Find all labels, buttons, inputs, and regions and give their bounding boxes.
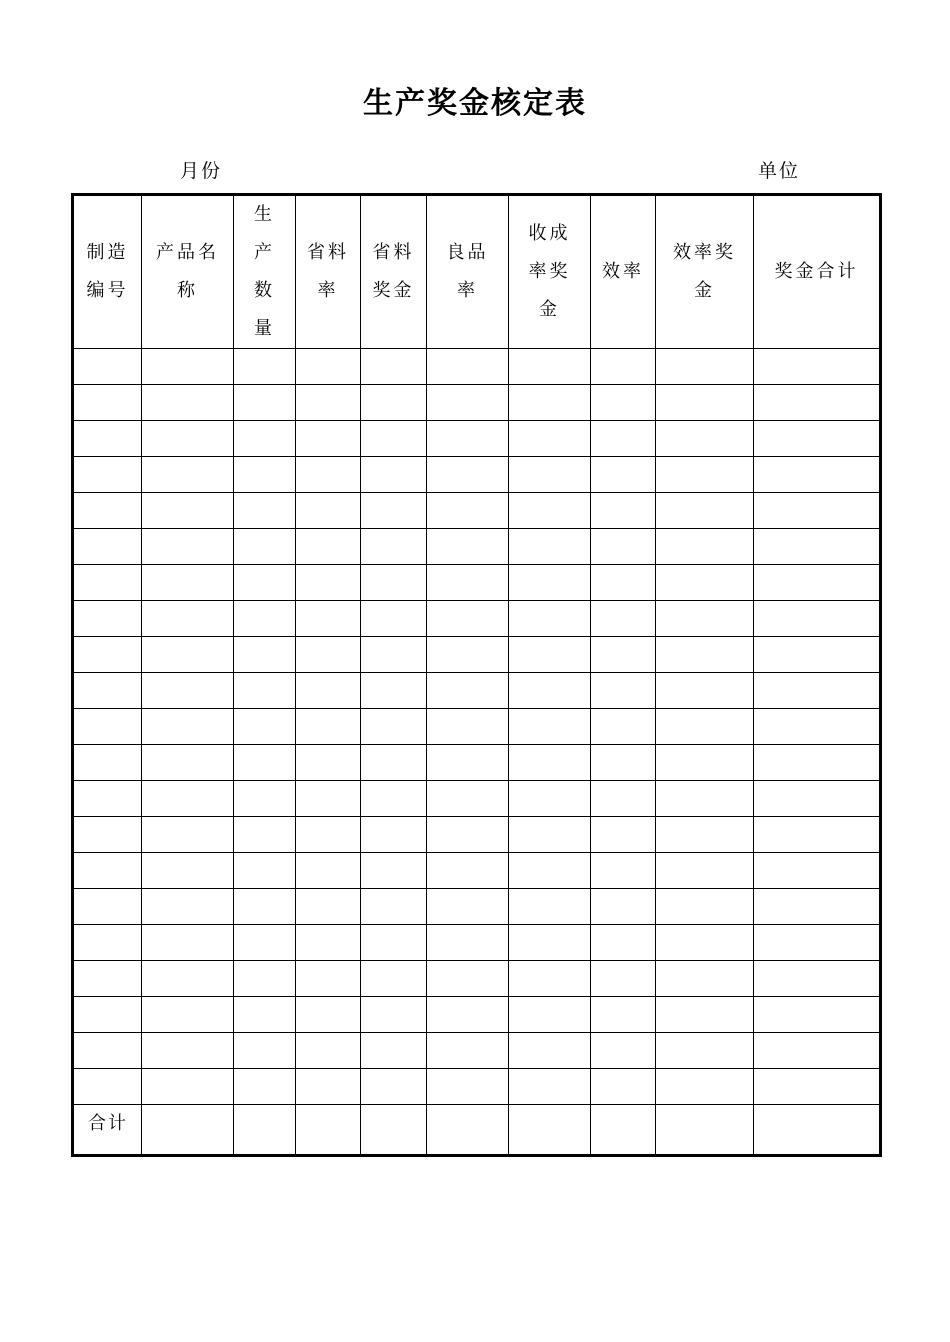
table-cell — [656, 601, 754, 637]
table-row — [73, 457, 881, 493]
table-cell — [591, 637, 656, 673]
table-cell — [234, 493, 296, 529]
table-cell — [234, 1033, 296, 1069]
table-cell — [361, 853, 427, 889]
total-cell — [234, 1105, 296, 1156]
table-cell — [73, 673, 142, 709]
table-cell — [656, 493, 754, 529]
table-cell — [73, 1069, 142, 1105]
table-cell — [591, 1033, 656, 1069]
table-cell — [296, 673, 361, 709]
table-row — [73, 565, 881, 601]
table-row — [73, 781, 881, 817]
table-row — [73, 673, 881, 709]
table-cell — [754, 457, 881, 493]
table-cell — [509, 565, 591, 601]
table-cell — [296, 529, 361, 565]
header-label: 奖金合计 — [774, 261, 859, 282]
table-cell — [142, 817, 234, 853]
table-cell — [427, 1033, 509, 1069]
table-cell — [591, 457, 656, 493]
table-row — [73, 385, 881, 421]
table-row — [73, 889, 881, 925]
table-cell — [73, 961, 142, 997]
table-cell — [509, 961, 591, 997]
table-cell — [656, 529, 754, 565]
total-cell — [754, 1105, 881, 1156]
header-label: 良品率 — [446, 242, 489, 301]
unit-label: 单位 — [758, 160, 801, 182]
table-cell — [754, 421, 881, 457]
table-cell — [509, 673, 591, 709]
table-cell — [234, 889, 296, 925]
table-cell — [361, 745, 427, 781]
table-cell — [142, 709, 234, 745]
table-cell — [361, 493, 427, 529]
header-mfg-no — [73, 195, 142, 349]
table-cell — [73, 1033, 142, 1069]
table-cell — [234, 385, 296, 421]
table-cell — [234, 565, 296, 601]
table-cell — [361, 961, 427, 997]
table-cell — [591, 889, 656, 925]
table-cell — [234, 709, 296, 745]
table-cell — [591, 709, 656, 745]
table-cell — [296, 961, 361, 997]
table-cell — [234, 349, 296, 385]
header-product-name — [142, 195, 234, 349]
table-cell — [73, 385, 142, 421]
table-cell — [427, 493, 509, 529]
table-cell — [591, 961, 656, 997]
table-cell — [656, 1069, 754, 1105]
table-row — [73, 493, 881, 529]
table-cell — [361, 637, 427, 673]
table-cell — [754, 817, 881, 853]
table-cell — [73, 565, 142, 601]
table-cell — [234, 853, 296, 889]
table-cell — [591, 997, 656, 1033]
header-label: 省料奖金 — [372, 242, 415, 301]
table-cell — [296, 349, 361, 385]
table-cell — [234, 421, 296, 457]
table-cell — [296, 601, 361, 637]
table-cell — [656, 889, 754, 925]
table-cell — [73, 745, 142, 781]
table-cell — [73, 925, 142, 961]
header-label: 产品名称 — [156, 242, 219, 301]
table-body — [73, 349, 881, 1156]
table-cell — [656, 457, 754, 493]
table-cell — [427, 961, 509, 997]
table-cell — [234, 781, 296, 817]
table-cell — [509, 349, 591, 385]
table-cell — [427, 457, 509, 493]
table-cell — [73, 421, 142, 457]
table-cell — [296, 781, 361, 817]
header-label: 收成率奖金 — [528, 223, 571, 320]
table-cell — [509, 889, 591, 925]
header-bonus-total — [754, 195, 881, 349]
table-cell — [142, 529, 234, 565]
table-cell — [427, 709, 509, 745]
table-cell — [361, 601, 427, 637]
table-cell — [509, 709, 591, 745]
table-cell — [234, 529, 296, 565]
table-cell — [142, 1069, 234, 1105]
table-cell — [591, 817, 656, 853]
table-cell — [142, 781, 234, 817]
header-label: 效率奖金 — [673, 242, 736, 301]
table-cell — [591, 493, 656, 529]
total-cell — [296, 1105, 361, 1156]
table-cell — [296, 889, 361, 925]
table-cell — [296, 385, 361, 421]
table-cell — [427, 925, 509, 961]
table-cell — [754, 493, 881, 529]
total-cell — [591, 1105, 656, 1156]
table-cell — [754, 889, 881, 925]
table-cell — [73, 457, 142, 493]
table-cell — [361, 385, 427, 421]
table-cell — [509, 457, 591, 493]
total-cell — [142, 1105, 234, 1156]
table-cell — [591, 385, 656, 421]
table-cell — [591, 925, 656, 961]
table-cell — [142, 493, 234, 529]
table-cell — [656, 1033, 754, 1069]
table-cell — [73, 601, 142, 637]
table-cell — [754, 565, 881, 601]
table-cell — [142, 565, 234, 601]
header-label: 省料率 — [307, 242, 349, 301]
table-cell — [142, 961, 234, 997]
table-cell — [754, 745, 881, 781]
total-cell — [427, 1105, 509, 1156]
table-cell — [361, 1069, 427, 1105]
table-row — [73, 997, 881, 1033]
table-cell — [656, 421, 754, 457]
table-cell — [142, 1033, 234, 1069]
table-cell — [754, 601, 881, 637]
table-cell — [427, 853, 509, 889]
table-row — [73, 349, 881, 385]
table-cell — [591, 781, 656, 817]
table-cell — [361, 421, 427, 457]
total-cell — [361, 1105, 427, 1156]
table-cell — [754, 637, 881, 673]
table-cell — [509, 853, 591, 889]
header-material-saving-bonus — [361, 195, 427, 349]
table-cell — [142, 457, 234, 493]
table-cell — [754, 673, 881, 709]
table-cell — [591, 421, 656, 457]
month-label: 月份 — [180, 160, 223, 182]
table-cell — [591, 1069, 656, 1105]
table-cell — [73, 817, 142, 853]
table-cell — [73, 853, 142, 889]
table-cell — [361, 565, 427, 601]
table-row — [73, 421, 881, 457]
table-cell — [591, 349, 656, 385]
total-cell — [509, 1105, 591, 1156]
table-cell — [656, 997, 754, 1033]
table-row — [73, 1069, 881, 1105]
table-cell — [656, 817, 754, 853]
table-cell — [656, 925, 754, 961]
table-cell — [754, 1033, 881, 1069]
header-efficiency-bonus — [656, 195, 754, 349]
table-cell — [296, 493, 361, 529]
table-cell — [142, 853, 234, 889]
table-row — [73, 709, 881, 745]
table-cell — [73, 997, 142, 1033]
table-cell — [591, 853, 656, 889]
table-cell — [142, 349, 234, 385]
header-label: 生产数量 — [254, 204, 275, 339]
table-cell — [427, 601, 509, 637]
table-cell — [427, 745, 509, 781]
table-cell — [656, 673, 754, 709]
table-cell — [296, 853, 361, 889]
table-cell — [591, 673, 656, 709]
table-cell — [427, 421, 509, 457]
table-cell — [754, 1069, 881, 1105]
table-cell — [234, 997, 296, 1033]
table-cell — [591, 565, 656, 601]
header-label: 效率 — [602, 261, 644, 282]
table-cell — [509, 385, 591, 421]
table-cell — [754, 529, 881, 565]
table-cell — [509, 997, 591, 1033]
table-cell — [427, 997, 509, 1033]
table-cell — [234, 1069, 296, 1105]
table-cell — [656, 961, 754, 997]
table-cell — [234, 673, 296, 709]
table-cell — [296, 457, 361, 493]
table-cell — [234, 925, 296, 961]
table-cell — [509, 925, 591, 961]
table-cell — [509, 1033, 591, 1069]
table-cell — [361, 1033, 427, 1069]
table-cell — [296, 709, 361, 745]
header-label: 制造编号 — [86, 242, 129, 301]
table-cell — [509, 493, 591, 529]
table-cell — [427, 637, 509, 673]
table-cell — [427, 817, 509, 853]
table-cell — [142, 745, 234, 781]
header-quantity — [234, 195, 296, 349]
table-cell — [73, 493, 142, 529]
table-row — [73, 961, 881, 997]
table-cell — [296, 997, 361, 1033]
table-cell — [509, 1069, 591, 1105]
table-cell — [427, 565, 509, 601]
table-cell — [361, 673, 427, 709]
table-cell — [73, 529, 142, 565]
table-cell — [509, 637, 591, 673]
table-cell — [73, 349, 142, 385]
table-cell — [591, 529, 656, 565]
table-cell — [754, 997, 881, 1033]
table-cell — [361, 997, 427, 1033]
table-cell — [73, 889, 142, 925]
table-cell — [754, 781, 881, 817]
header-yield-rate — [427, 195, 509, 349]
table-cell — [234, 457, 296, 493]
table-cell — [361, 529, 427, 565]
table-cell — [754, 385, 881, 421]
table-cell — [73, 637, 142, 673]
table-cell — [754, 961, 881, 997]
table-cell — [234, 601, 296, 637]
table-cell — [656, 637, 754, 673]
table-row — [73, 529, 881, 565]
table-cell — [591, 601, 656, 637]
page-title: 生产奖金核定表 — [363, 86, 587, 121]
table-cell — [361, 457, 427, 493]
table-cell — [754, 925, 881, 961]
table-cell — [142, 889, 234, 925]
table-row — [73, 817, 881, 853]
table-cell — [73, 781, 142, 817]
table-cell — [509, 421, 591, 457]
table-cell — [142, 385, 234, 421]
table-cell — [296, 1033, 361, 1069]
table-cell — [296, 817, 361, 853]
table-cell — [656, 565, 754, 601]
table-cell — [361, 889, 427, 925]
table-cell — [427, 385, 509, 421]
header-recovery-bonus — [509, 195, 591, 349]
table-cell — [656, 853, 754, 889]
table-cell — [656, 349, 754, 385]
table-cell — [427, 673, 509, 709]
table-row — [73, 637, 881, 673]
table-cell — [509, 817, 591, 853]
table-cell — [296, 421, 361, 457]
table-cell — [73, 709, 142, 745]
header-efficiency — [591, 195, 656, 349]
table-cell — [361, 349, 427, 385]
table-cell — [427, 781, 509, 817]
table-cell — [361, 817, 427, 853]
table-cell — [234, 745, 296, 781]
table-cell — [142, 421, 234, 457]
table-cell — [142, 925, 234, 961]
table-cell — [656, 781, 754, 817]
table-cell — [296, 745, 361, 781]
table-cell — [361, 925, 427, 961]
table-cell — [234, 637, 296, 673]
table-cell — [296, 565, 361, 601]
table-cell — [427, 349, 509, 385]
table-cell — [754, 709, 881, 745]
table-cell — [656, 709, 754, 745]
table-cell — [754, 853, 881, 889]
table-cell — [142, 997, 234, 1033]
table-cell — [234, 961, 296, 997]
total-row — [73, 1105, 881, 1156]
table-row — [73, 925, 881, 961]
table-cell — [427, 529, 509, 565]
table-cell — [234, 817, 296, 853]
table-cell — [509, 601, 591, 637]
total-cell — [656, 1105, 754, 1156]
table-cell — [656, 745, 754, 781]
table-cell — [142, 637, 234, 673]
table-row — [73, 853, 881, 889]
table-cell — [296, 637, 361, 673]
table-cell — [509, 745, 591, 781]
table-cell — [142, 673, 234, 709]
table-row — [73, 745, 881, 781]
table-cell — [427, 1069, 509, 1105]
table-row — [73, 601, 881, 637]
table-header — [73, 195, 881, 349]
total-label: 合计 — [73, 1105, 142, 1156]
table-cell — [361, 709, 427, 745]
table-cell — [509, 529, 591, 565]
table-cell — [361, 781, 427, 817]
table-cell — [509, 781, 591, 817]
header-row — [73, 195, 881, 349]
bonus-table — [71, 193, 882, 1157]
table-cell — [754, 349, 881, 385]
table-cell — [296, 1069, 361, 1105]
table-cell — [591, 745, 656, 781]
header-material-saving-rate — [296, 195, 361, 349]
table-cell — [427, 889, 509, 925]
table-cell — [656, 385, 754, 421]
table-row — [73, 1033, 881, 1069]
table-cell — [142, 601, 234, 637]
table-cell — [296, 925, 361, 961]
